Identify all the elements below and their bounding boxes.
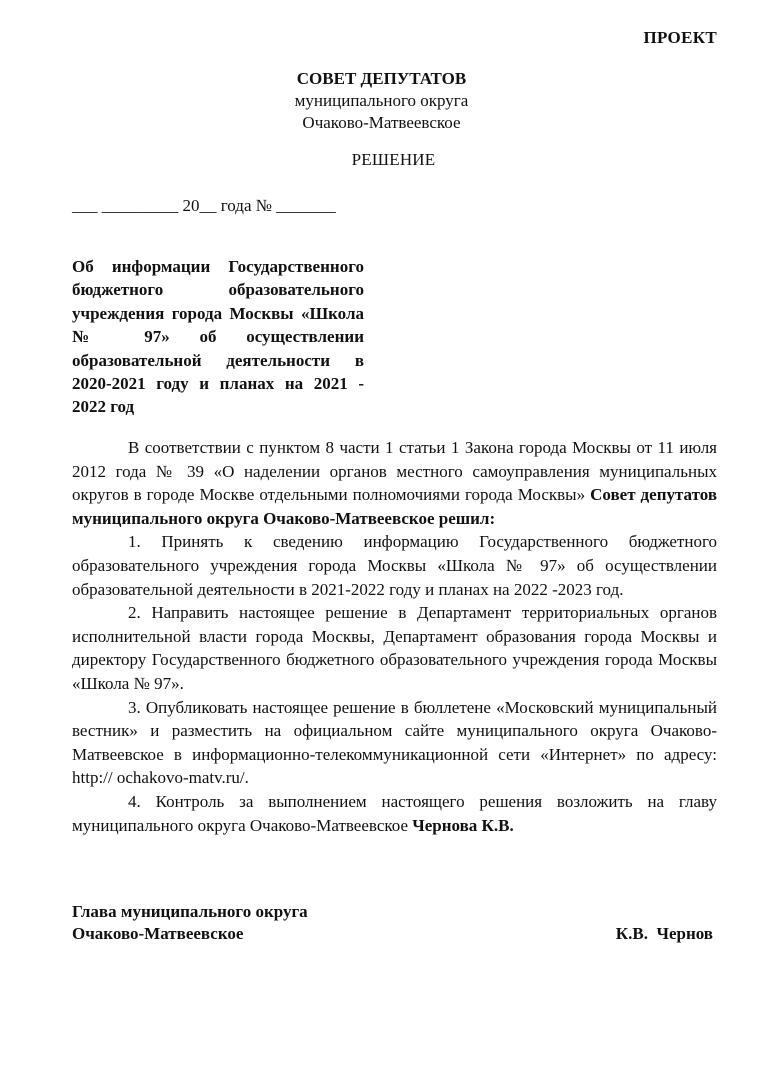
decision-title: РЕШЕНИЕ: [351, 150, 436, 169]
item-4-text: 4. Контроль за выполнением настоящего решения возложить на главу муниципального округа Очаково-Матвеевское: [72, 791, 717, 835]
preamble-text: В соответствии с пунктом 8 части 1 статьи 1 Закона города Москвы от 11 июля 2012 года № 39 «О наделении органов местного самоуправления муниципальных округов в городе Москве отдельными полномочиями города Москвы»: [72, 438, 717, 505]
signatory-title-2: Очаково-Матвеевское: [72, 924, 244, 943]
date-number-line: ___ _________ 20__ года № _______: [72, 196, 336, 215]
item-3: 3. Опубликовать настоящее решение в бюллетене «Московский муниципальный вестник» и разместить на официальном сайте муниципального округа Очаково-Матвеевское в информационно-телекоммуникационной сети «Интернет» по адресу: http:// ochakovo-matv.ru/.: [72, 697, 717, 788]
signatory-title-1: Глава муниципального округа: [72, 902, 308, 921]
item-4-person: Чернова К.В.: [412, 815, 514, 835]
document-header: [0, 68, 763, 134]
preamble-paragraph: [72, 436, 717, 530]
project-stamp: ПРОЕКТ: [643, 28, 717, 47]
decision-subject: Об информации Государственного бюджетного образовательного учреждения города Москвы «Школа № 97» об осуществлении образовательной деятельности в 2020-2021 году и планах на 2021 - 2022 год: [72, 257, 364, 417]
preamble-resolution: Совет депутатов муниципального округа Очаково-Матвеевское решил:: [72, 485, 717, 528]
decision-body: [72, 436, 717, 837]
item-1: 1. Принять к сведению информацию Государственного бюджетного образовательного учреждения города Москвы «Школа № 97» об осуществлении образовательной деятельности в 2021-2022 году и планах на 2022 -2023 год.: [72, 532, 717, 599]
signatory-name: К.В. Чернов: [615, 924, 713, 943]
council-name: СОВЕТ ДЕПУТАТОВ: [296, 69, 467, 88]
district-line-2: Очаково-Матвеевское: [302, 113, 461, 132]
item-4: [72, 790, 717, 837]
item-2: 2. Направить настоящее решение в Департамент территориальных органов исполнительной власти города Москвы, Департамент образования города Москвы и директору Государственного бюджетного образовательного учреждения города Москвы «Школа № 97».: [72, 603, 717, 693]
district-line-1: муниципального округа: [294, 91, 469, 110]
signature-block: [72, 901, 717, 945]
